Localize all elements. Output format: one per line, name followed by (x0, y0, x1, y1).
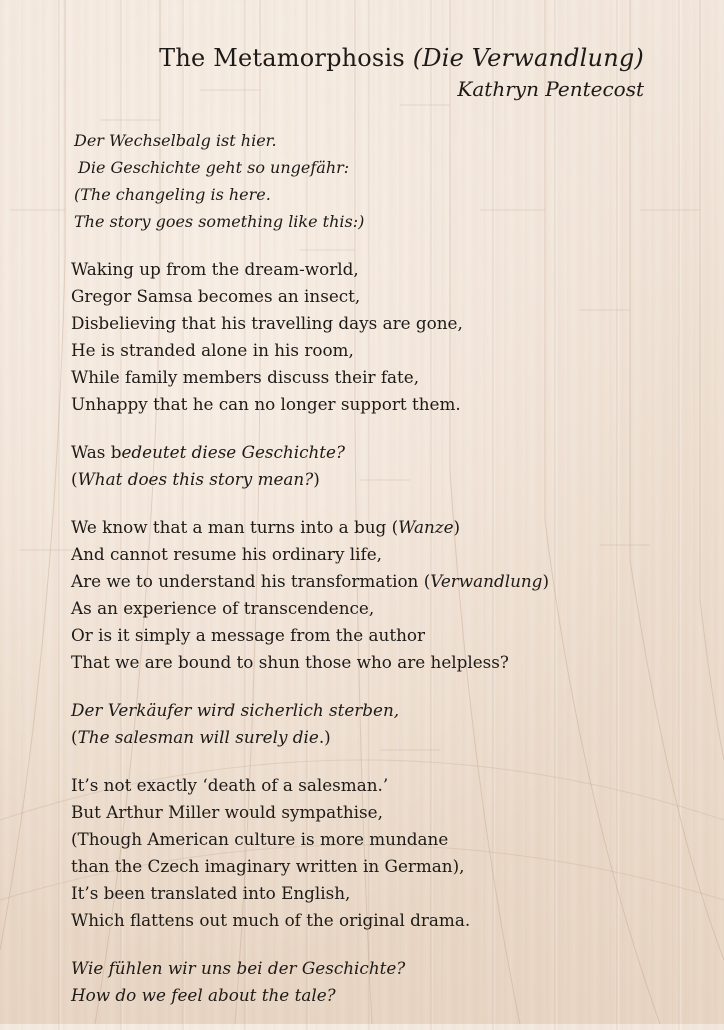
poem-line: Der Wechselbalg ist hier. (74, 131, 277, 150)
poem-line: (The changeling is here. (74, 185, 271, 204)
poem-line: That we are bound to shun those who are helpless? (71, 652, 509, 672)
poem-line: Which flattens out much of the original drama. (71, 910, 471, 930)
poem-line: It’s not exactly ‘death of a salesman.’ (71, 775, 389, 795)
poem-line: He is stranded alone in his room, (71, 340, 354, 360)
text-segment: ( (71, 727, 78, 747)
text-segment: Are we to understand his transformation ( (71, 571, 431, 591)
text-segment: ( (71, 469, 78, 489)
poem-line: Wie fühlen wir uns bei der Geschichte? (71, 958, 406, 978)
translation-phrase: What does this story mean? (77, 469, 314, 489)
poem-line: Or is it simply a message from the author (71, 625, 425, 645)
text-segment: ) (313, 469, 320, 489)
text-segment: .) (318, 727, 331, 747)
poem-line (71, 568, 671, 595)
poem-line: While family members discuss their fate, (71, 367, 420, 387)
poem-line: Die Geschichte geht so ungefähr: (78, 158, 350, 177)
stanza-closing (71, 955, 671, 1009)
text-segment: We know that a man turns into a bug ( (71, 517, 399, 537)
poem-title (159, 42, 644, 74)
translation-phrase: The salesman will surely die (77, 727, 319, 747)
poem-line: The story goes something like this:) (74, 212, 365, 231)
poem-line: Waking up from the dream-world, (71, 259, 359, 279)
stanza-2 (71, 514, 671, 676)
stanza-1 (71, 256, 671, 418)
author-name: Kathryn Pentecost (457, 77, 644, 101)
stanza-3 (71, 772, 671, 934)
poem-line: As an experience of transcendence, (71, 598, 375, 618)
poem-line: Der Verkäufer wird sicherlich sterben, (71, 700, 400, 720)
poem-line: (Though American culture is more mundane (71, 829, 449, 849)
stanza-intro (74, 127, 671, 235)
poem-line (71, 724, 671, 751)
poem-body (71, 127, 671, 1030)
poem-line: Unhappy that he can no longer support them. (71, 394, 461, 414)
stanza-question-2 (71, 697, 671, 751)
german-phrase: edeutet diese Geschichte? (121, 442, 345, 462)
poem-line: Gregor Samsa becomes an insect, (71, 286, 361, 306)
poem-line: How do we feel about the tale? (71, 985, 336, 1005)
german-word: Wanze (398, 517, 454, 537)
text-segment: ) (542, 571, 549, 591)
poem-line: than the Czech imaginary written in German), (71, 856, 465, 876)
poem-header (159, 42, 644, 103)
poem-line: And cannot resume his ordinary life, (71, 544, 382, 564)
poem-line: But Arthur Miller would sympathise, (71, 802, 383, 822)
text-segment: Was b (71, 442, 122, 462)
title-main: The Metamorphosis (159, 44, 405, 72)
poem-line (71, 439, 671, 466)
title-german: (Die Verwandlung) (412, 44, 644, 72)
poem-line (71, 466, 671, 493)
stanza-question-1 (71, 439, 671, 493)
poem-line: Disbelieving that his travelling days are gone, (71, 313, 463, 333)
poem-line: It’s been translated into English, (71, 883, 351, 903)
text-segment: ) (453, 517, 461, 537)
poem-line (71, 514, 671, 541)
german-word: Verwandlung (430, 571, 543, 591)
